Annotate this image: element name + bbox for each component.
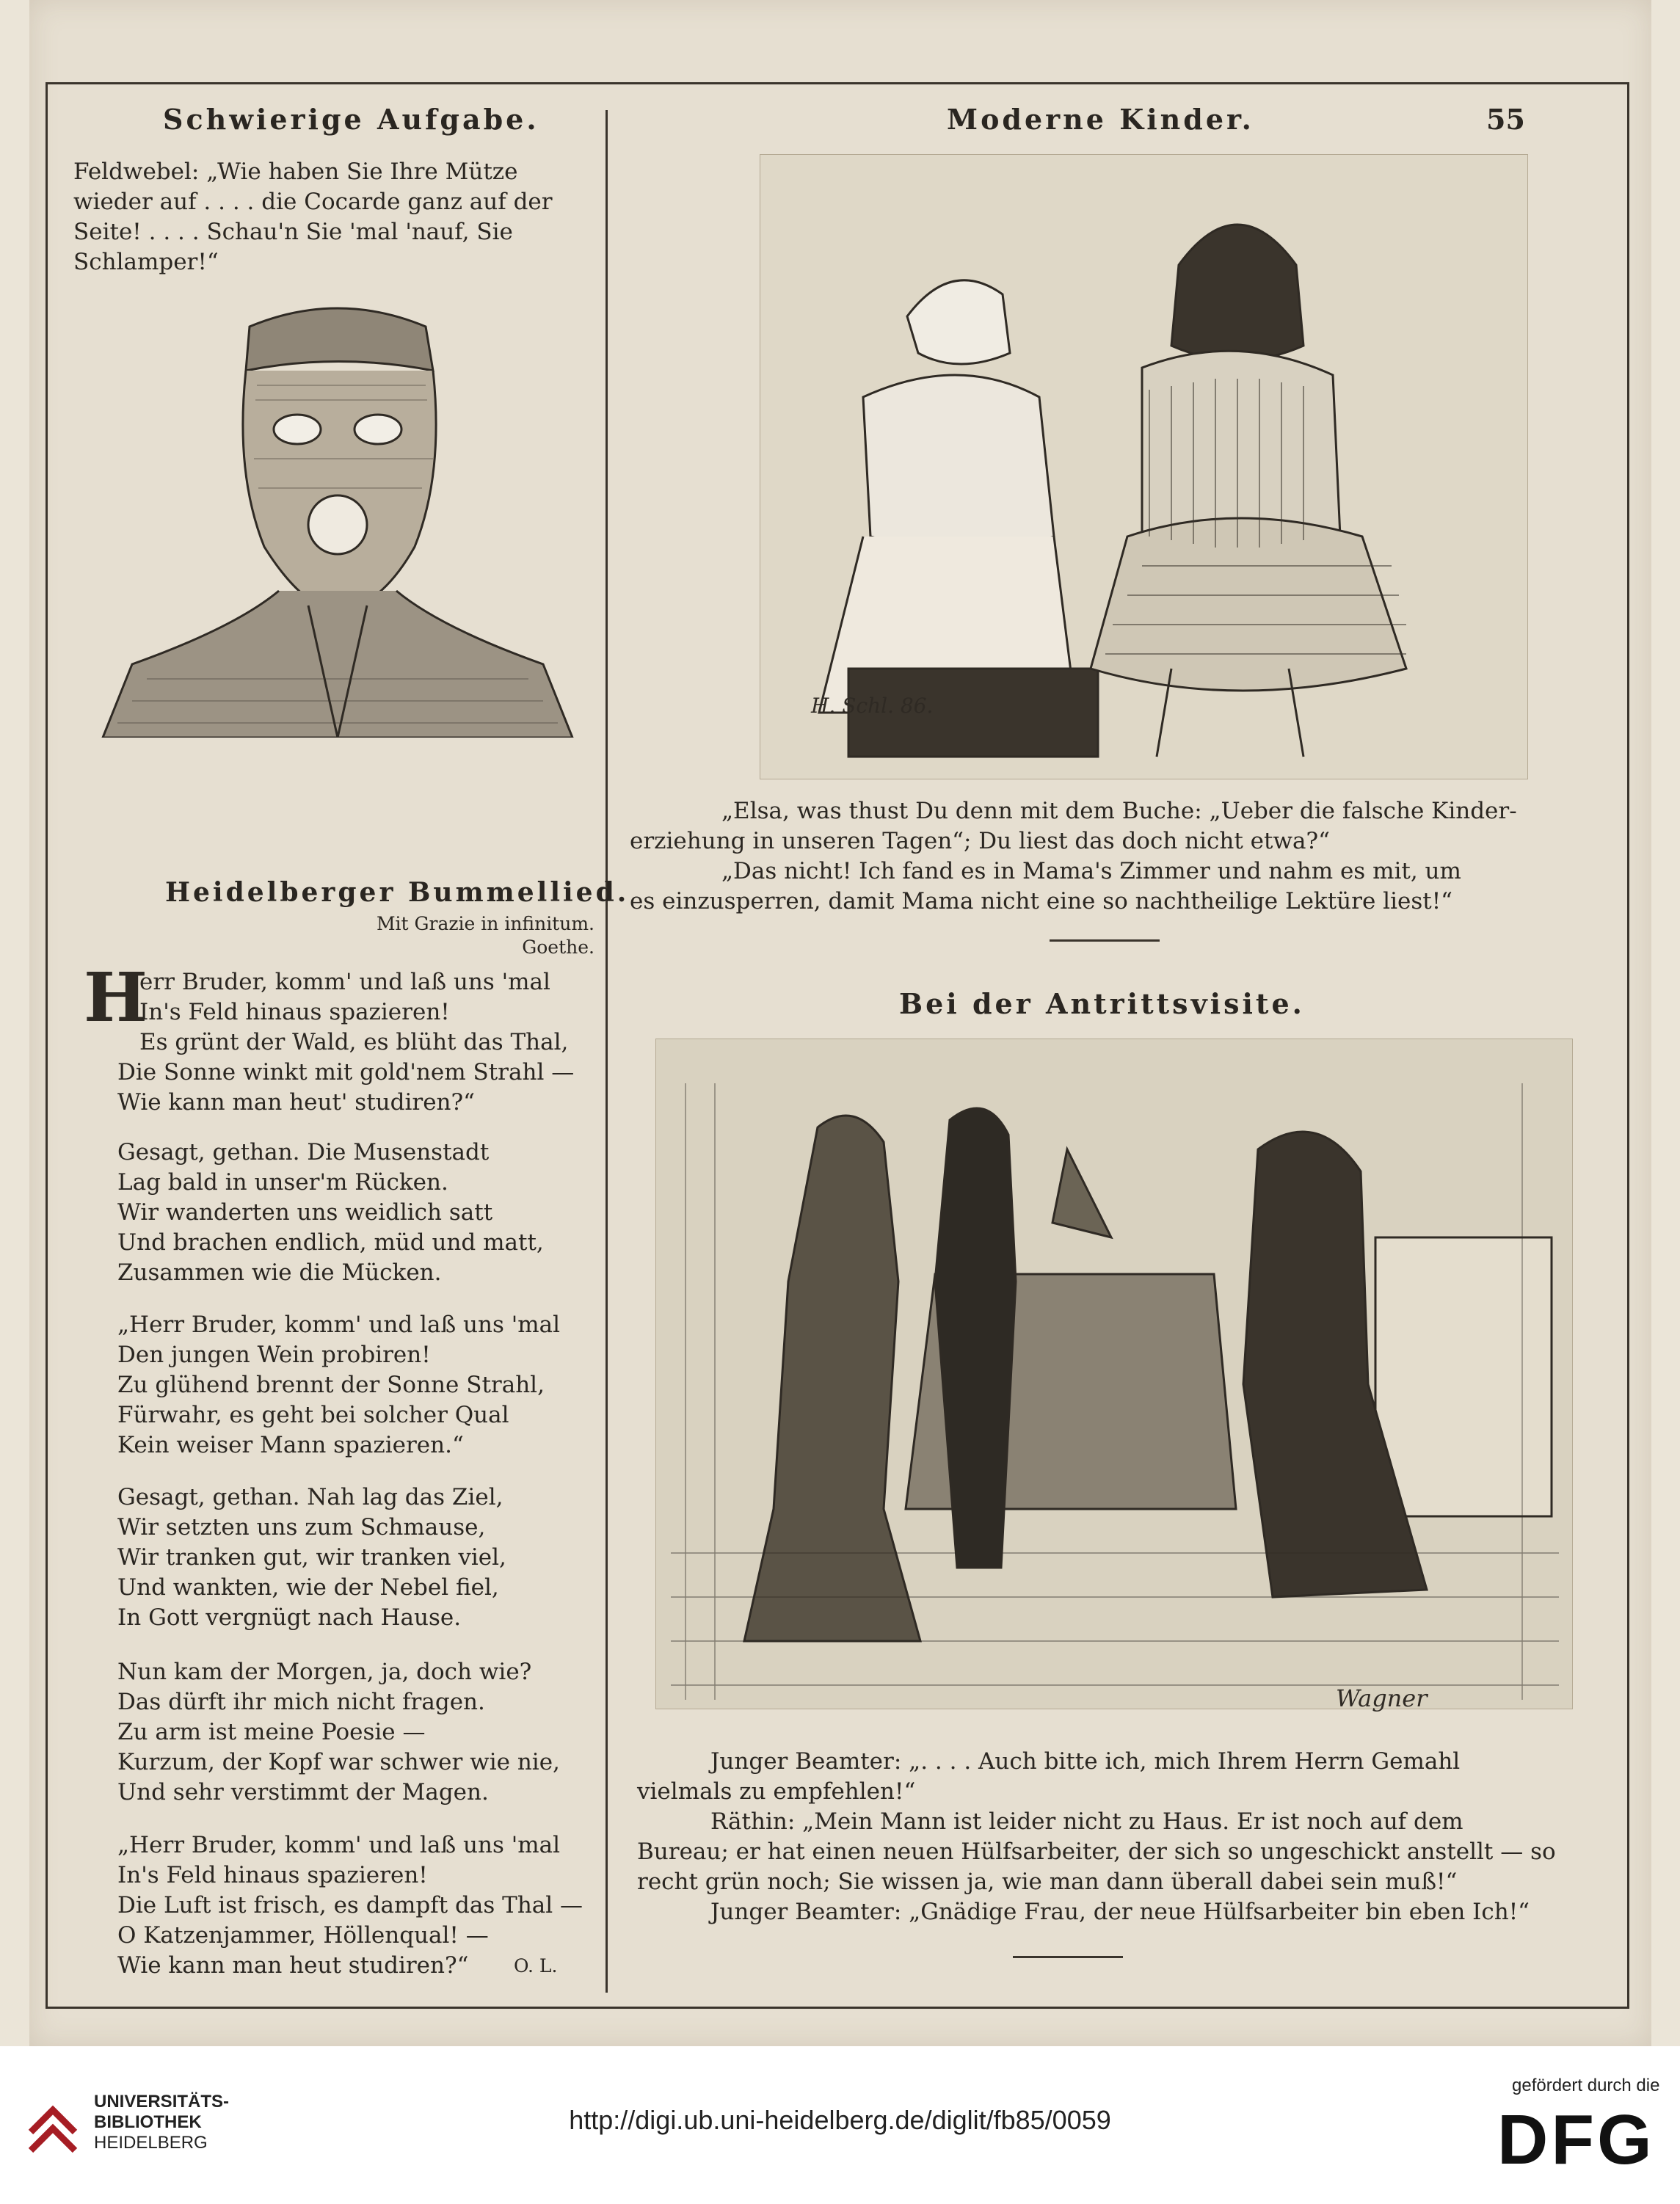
caption-line: Räthin: „Mein Mann ist leider nicht zu Haus. Er ist noch auf dem [710, 1808, 1463, 1835]
drop-cap-initial: H [84, 958, 148, 1037]
library-name-line: BIBLIOTHEK [94, 2112, 202, 2132]
poem-title: Heidelberger Bummellied. [165, 877, 630, 908]
poem-line: Zu arm ist meine Poesie — [117, 1719, 426, 1745]
poem-line: Wir wanderten uns weidlich satt [117, 1199, 493, 1226]
caption-line: erziehung in unseren Tagen“; Du liest das doch nicht etwa?“ [630, 828, 1330, 854]
children-illustration [760, 154, 1528, 779]
dfg-logo: DFG [1497, 2101, 1655, 2179]
poem-signature: O. L. [514, 1955, 558, 1976]
caption-line: „Elsa, was thust Du denn mit dem Buche: „Ueber die falsche Kinder- [721, 798, 1517, 824]
funding-text: gefördert durch die [1512, 2076, 1660, 2095]
poem-line: „Herr Bruder, komm' und laß uns 'mal [117, 1312, 561, 1338]
column-rule [606, 110, 608, 1993]
poem-stanza [117, 1657, 594, 1808]
poem-line: Den jungen Wein probiren! [117, 1342, 431, 1368]
digitization-footer [0, 2046, 1680, 2204]
section-divider [1050, 939, 1160, 942]
dialogue-line: Schlamper!“ [73, 249, 219, 275]
right-title-2: Bei der Antrittsvisite. [899, 987, 1305, 1020]
poem-line: Kein weiser Mann spazieren.“ [117, 1432, 464, 1458]
dialogue-line: Seite! . . . . Schau'n Sie 'mal 'nauf, Sie [73, 219, 513, 245]
epigraph-author: Goethe. [522, 936, 594, 958]
poem-line: Wie kann man heut' studiren?“ [117, 1089, 475, 1116]
caption-line: Bureau; er hat einen neuen Hülfsarbeiter, der sich so ungeschickt anstellt — so [637, 1839, 1556, 1865]
poem-line: Und sehr verstimmt der Magen. [117, 1779, 489, 1805]
poem-line: err Bruder, komm' und laß uns 'mal [139, 969, 550, 995]
caption-line: Junger Beamter: „Gnädige Frau, der neue Hülfsarbeiter bin eben Ich!“ [710, 1899, 1530, 1925]
illustration-1-signature: H. Schl. 86. [811, 694, 934, 718]
poem-line: Gesagt, gethan. Nah lag das Ziel, [117, 1484, 503, 1510]
epigraph-block [367, 912, 594, 959]
caption-2 [637, 1747, 1588, 1927]
caption-line: vielmals zu empfehlen!“ [637, 1778, 916, 1805]
poem-line: Es grünt der Wald, es blüht das Thal, [139, 1029, 569, 1055]
source-url[interactable]: http://digi.ub.uni-heidelberg.de/diglit/fb85/0059 [569, 2105, 1111, 2135]
poem-line: Lag bald in unser'm Rücken. [117, 1169, 448, 1196]
poem-stanza [117, 1483, 594, 1633]
right-title-1: Moderne Kinder. [947, 103, 1254, 136]
poem-line: Wir setzten uns zum Schmause, [117, 1514, 486, 1541]
soldier-portrait-illustration [88, 283, 587, 738]
poem-line: In Gott vergnügt nach Hause. [117, 1604, 462, 1631]
dialogue-line: Feldwebel: „Wie haben Sie Ihre Mütze [73, 159, 518, 185]
poem-line: In's Feld hinaus spazieren! [117, 1862, 428, 1888]
poem-line: Wie kann man heut studiren?“ [117, 1952, 469, 1979]
section-divider [1013, 1956, 1123, 1958]
illustration-2-signature: Wagner [1336, 1684, 1428, 1712]
caption-line: es einzusperren, damit Mama nicht eine so nachtheilige Lektüre liest!“ [630, 888, 1452, 914]
poem-stanza [117, 967, 594, 1118]
poem-line: Das dürft ihr mich nicht fragen. [117, 1689, 485, 1715]
poem-line: Fürwahr, es geht bei solcher Qual [117, 1402, 509, 1428]
poem-line: „Herr Bruder, komm' und laß uns 'mal [117, 1832, 561, 1858]
left-dialogue [73, 157, 587, 277]
poem-line: Und wankten, wie der Nebel fiel, [117, 1574, 499, 1601]
poem-line: Die Luft ist frisch, es dampft das Thal — [117, 1892, 583, 1919]
poem-line: Gesagt, gethan. Die Musenstadt [117, 1139, 490, 1165]
poem-line: Nun kam der Morgen, ja, doch wie? [117, 1659, 532, 1685]
poem-stanza [117, 1138, 594, 1288]
left-title: Schwierige Aufgabe. [163, 103, 539, 136]
poem-line: Kurzum, der Kopf war schwer wie nie, [117, 1749, 560, 1775]
caption-line: recht grün noch; Sie wissen ja, wie man dann überall dabei sein muß!“ [637, 1869, 1458, 1895]
poem-line: Zu glühend brennt der Sonne Strahl, [117, 1372, 545, 1398]
library-name-line: UNIVERSITÄTS- [94, 2092, 230, 2112]
poem-stanza [117, 1310, 594, 1461]
poem-line: Die Sonne winkt mit gold'nem Strahl — [117, 1059, 575, 1085]
poem-line: Und brachen endlich, müd und matt, [117, 1229, 544, 1256]
library-name-line: HEIDELBERG [94, 2133, 208, 2153]
poem-line: In's Feld hinaus spazieren! [139, 999, 450, 1025]
caption-line: „Das nicht! Ich fand es in Mama's Zimmer und nahm es mit, um [721, 858, 1461, 884]
dialogue-line: wieder auf . . . . die Cocarde ganz auf der [73, 189, 553, 215]
poem-line: Zusammen wie die Mücken. [117, 1259, 442, 1286]
poem-line: Wir tranken gut, wir tranken viel, [117, 1544, 506, 1571]
page-number: 55 [1486, 103, 1525, 136]
poem-line: O Katzenjammer, Höllenqual! — [117, 1922, 489, 1949]
visit-illustration [655, 1039, 1573, 1709]
caption-1 [630, 796, 1584, 917]
caption-line: Junger Beamter: „. . . . Auch bitte ich, mich Ihrem Herrn Gemahl [710, 1748, 1461, 1775]
epigraph: Mit Grazie in infinitum. [376, 913, 594, 934]
